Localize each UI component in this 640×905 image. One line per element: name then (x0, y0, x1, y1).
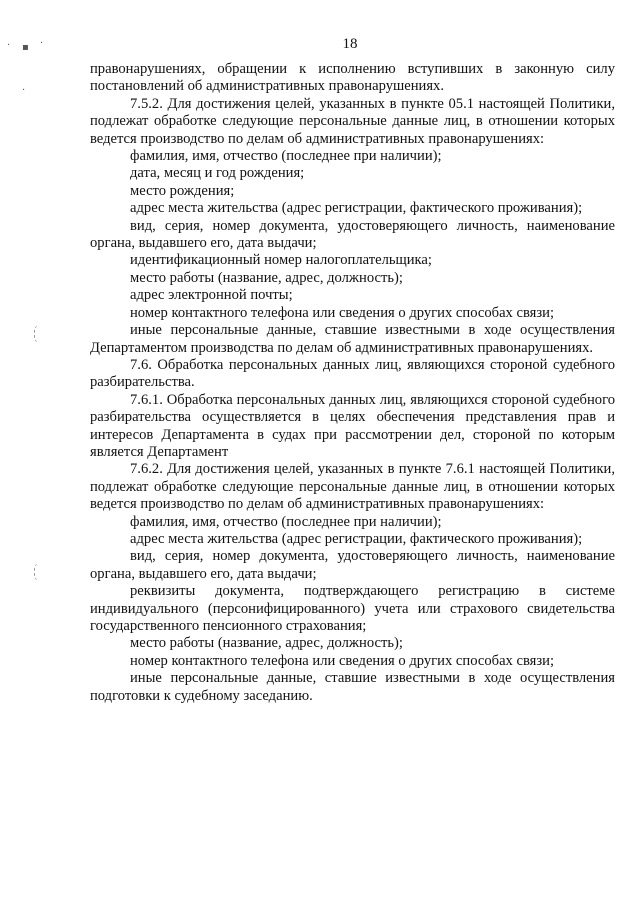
page-number: 18 (342, 36, 358, 52)
list-item: идентификационный номер налогоплательщика; (130, 252, 432, 269)
list-item: дата, месяц и год рождения; (130, 165, 305, 182)
scan-dot-mark: ▪ (22, 42, 29, 53)
paragraph: 7.6.1. Обработка персональных данных лиц, являющихся стороной судебного разбирательства осуществляется в целях обеспечения представления прав и интересов Департамента в судах при рассмотрении дел, стороной по которым является Департамент (90, 391, 615, 460)
list-item: место рождения; (130, 182, 235, 199)
list-item: номер контактного телефона или сведения о других способах связи; (130, 652, 555, 669)
paragraph: иные персональные данные, ставшие известными в ходе осуществления подготовки к судебному заседанию. (90, 670, 615, 704)
paragraph: вид, серия, номер документа, удостоверяющего личность, наименование органа, выдавшего его, дата выдачи; (90, 548, 615, 582)
list-item: фамилия, имя, отчество (последнее при наличии); (130, 513, 442, 530)
list-item: фамилия, имя, отчество (последнее при наличии); (130, 148, 442, 165)
list-item: номер контактного телефона или сведения о других способах связи; (130, 304, 555, 321)
scan-dot-mark: · (22, 85, 26, 96)
paragraph: 7.6. Обработка персональных данных лиц, являющихся стороной судебного разбирательства. (90, 356, 615, 391)
scan-dot-mark: · (7, 40, 11, 51)
paragraph: иные персональные данные, ставшие известными в ходе осуществления Департаментом производства по делам об административных правонарушениях. (90, 322, 615, 356)
list-item: место работы (название, адрес, должность); (130, 269, 403, 286)
list-item: адрес места жительства (адрес регистрации, фактического проживания); (130, 530, 583, 547)
punch-hole-mark (34, 563, 45, 581)
paragraph: правонарушениях, обращении к исполнению вступивших в законную силу постановлений об административных правонарушениях. (90, 61, 615, 95)
paragraph: 7.6.2. Для достижения целей, указанных в пункте 7.6.1 настоящей Политики, подлежат обработке следующие персональные данные лиц, в отношении которых ведется производство по делам об административных правонарушениях: (90, 461, 615, 513)
punch-hole-mark (34, 325, 45, 343)
document-body (90, 61, 615, 705)
paragraph: вид, серия, номер документа, удостоверяющего личность, наименование органа, выдавшего его, дата выдачи; (90, 217, 615, 252)
paragraph: реквизиты документа, подтверждающего регистрацию в системе индивидуального (персонифицированного) учета или страхового свидетельства государственного пенсионного страхования; (90, 583, 615, 634)
list-item: место работы (название, адрес, должность); (130, 635, 403, 652)
scan-dot-mark: · (40, 38, 44, 49)
paragraph: 7.5.2. Для достижения целей, указанных в пункте 05.1 настоящей Политики, подлежат обработке следующие персональные данные лиц, в отношении которых ведется производство по делам об административных правонарушениях: (90, 95, 615, 147)
list-item: адрес электронной почты; (130, 287, 293, 304)
list-item: адрес места жительства (адрес регистрации, фактического проживания); (130, 200, 583, 217)
